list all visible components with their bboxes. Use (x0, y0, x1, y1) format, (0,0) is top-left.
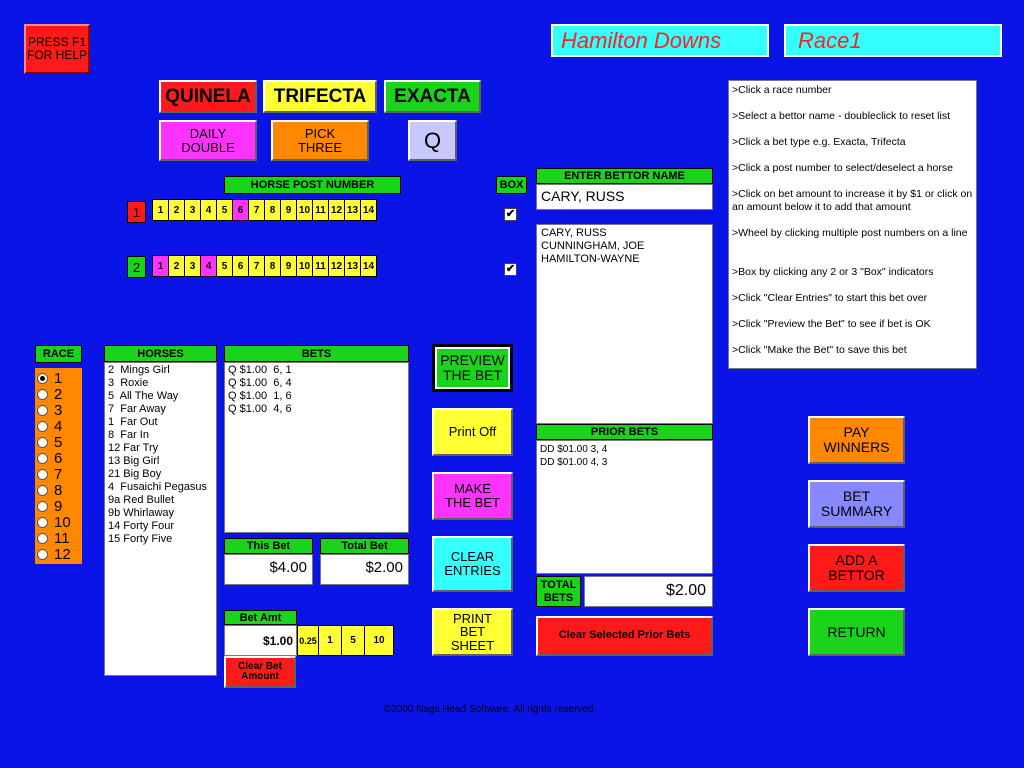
bettor-list-item[interactable]: HAMILTON-WAYNE (541, 253, 640, 265)
bet-amt-increments (297, 625, 393, 656)
bet-list-item[interactable]: Q $1.00 4, 6 (228, 403, 292, 415)
post-number-1[interactable]: 1 (152, 255, 169, 277)
post-number-14[interactable]: 14 (360, 199, 377, 221)
race-option-8[interactable] (35, 482, 82, 498)
post-number-2[interactable]: 2 (168, 255, 185, 277)
post-number-9[interactable]: 9 (280, 199, 297, 221)
post-number-8[interactable]: 8 (264, 199, 281, 221)
box-checkbox-1[interactable]: ✔ (505, 208, 516, 220)
box-checkbox-2[interactable]: ✔ (505, 263, 516, 275)
instruction-item: >Click "Clear Entries" to start this bet over (732, 292, 928, 304)
instruction-item: >Click "Make the Bet" to save this bet (732, 344, 907, 356)
instruction-item: >Click a race number (732, 84, 832, 96)
radio-icon[interactable] (37, 405, 48, 416)
bet-increment-10[interactable]: 10 (364, 625, 394, 656)
prior-bets-header: PRIOR BETS (536, 424, 713, 440)
post-number-11[interactable]: 11 (312, 199, 329, 221)
bettor-name-input[interactable]: CARY, RUSS (536, 184, 713, 210)
instruction-item: >Wheel by clicking multiple post numbers on a line (732, 227, 968, 239)
total-bets-value: $2.00 (584, 576, 713, 607)
horse-list-item[interactable]: 14 Forty Four (108, 520, 175, 532)
this-bet-value: $4.00 (224, 554, 313, 585)
radio-icon[interactable] (37, 453, 48, 464)
trifecta-button[interactable]: TRIFECTA (263, 80, 377, 113)
post-number-10[interactable]: 10 (296, 199, 313, 221)
race-option-6[interactable] (35, 450, 82, 466)
radio-icon[interactable] (37, 469, 48, 480)
bets-header: BETS (224, 345, 409, 362)
total-bets-label: TOTAL BETS (536, 576, 581, 607)
clear-entries-button[interactable]: CLEAR ENTRIES (432, 536, 513, 592)
q-button[interactable]: Q (408, 120, 457, 161)
bet-summary-button[interactable]: BET SUMMARY (808, 480, 905, 528)
race-option-label: 6 (54, 449, 63, 467)
race-option-label: 1 (54, 369, 63, 387)
race-option-label: 11 (54, 529, 70, 547)
horse-list-item[interactable]: 7 Far Away (108, 403, 166, 415)
post-number-4[interactable]: 4 (200, 199, 217, 221)
daily-double-button[interactable]: DAILY DOUBLE (159, 120, 257, 161)
radio-icon[interactable] (37, 517, 48, 528)
race-option-label: 5 (54, 433, 63, 451)
post-number-strip-1 (152, 199, 376, 221)
race-title: Race1 (784, 24, 1002, 57)
post-number-5[interactable]: 5 (216, 255, 233, 277)
post-number-8[interactable]: 8 (264, 255, 281, 277)
instruction-item: >Click a bet type e.g. Exacta, Trifecta (732, 136, 906, 148)
race-option-label: 8 (54, 481, 63, 499)
clear-prior-bets-button[interactable]: Clear Selected Prior Bets (536, 616, 713, 656)
post-number-9[interactable]: 9 (280, 255, 297, 277)
race-header: RACE (35, 345, 82, 363)
radio-icon[interactable] (37, 373, 48, 384)
race-option-3[interactable] (35, 402, 82, 418)
help-button[interactable]: PRESS F1 FOR HELP (24, 24, 90, 74)
footer-copyright: ©2000 Nags Head Software. All rights reserved. (383, 704, 597, 715)
preview-bet-button[interactable]: PREVIEW THE BET (432, 344, 513, 392)
radio-icon[interactable] (37, 437, 48, 448)
prior-bet-item[interactable]: DD $01.00 4, 3 (540, 457, 608, 468)
prior-bets-list[interactable] (536, 440, 713, 574)
horse-list-item[interactable]: 13 Big Girl (108, 455, 160, 467)
bettor-list[interactable] (536, 224, 713, 424)
bet-increment-5[interactable]: 5 (341, 625, 365, 656)
post-number-14[interactable]: 14 (360, 255, 377, 277)
horse-list-item[interactable]: 1 Far Out (108, 416, 158, 428)
bet-list-item[interactable]: Q $1.00 6, 4 (228, 377, 292, 389)
bet-increment-1[interactable]: 1 (318, 625, 342, 656)
bet-amt-value[interactable]: $1.00 (224, 625, 297, 656)
clear-bet-amount-button[interactable]: Clear Bet Amount (224, 656, 296, 688)
post-row-label-1: 1 (127, 201, 146, 223)
post-number-3[interactable]: 3 (184, 199, 201, 221)
post-number-12[interactable]: 12 (328, 255, 345, 277)
pay-winners-button[interactable]: PAY WINNERS (808, 416, 905, 464)
prior-bet-item[interactable]: DD $01.00 3, 4 (540, 444, 608, 455)
race-option-4[interactable] (35, 418, 82, 434)
radio-icon[interactable] (37, 421, 48, 432)
race-option-label: 9 (54, 497, 63, 515)
horse-list-item[interactable]: 12 Far Try (108, 442, 159, 454)
race-option-5[interactable] (35, 434, 82, 450)
horse-list-item[interactable]: 2 Mings Girl (108, 364, 170, 376)
bet-list-item[interactable]: Q $1.00 6, 1 (228, 364, 292, 376)
post-number-1[interactable]: 1 (152, 199, 169, 221)
horse-list-item[interactable]: 3 Roxie (108, 377, 149, 389)
total-bet-value: $2.00 (320, 554, 409, 585)
pick-three-button[interactable]: PICK THREE (271, 120, 369, 161)
instruction-item: >Click on bet amount to increase it by $1 or click on an amount below it to add that amount (732, 188, 973, 213)
track-name: Hamilton Downs (551, 24, 769, 57)
horse-list-item[interactable]: 21 Big Boy (108, 468, 162, 480)
race-radio-group (35, 368, 82, 564)
race-option-label: 4 (54, 417, 63, 435)
race-option-10[interactable] (35, 514, 82, 530)
horse-list-item[interactable]: 15 Forty Five (108, 533, 173, 545)
quinela-button[interactable]: QUINELA (159, 80, 257, 113)
race-option-12[interactable] (35, 546, 82, 562)
race-option-11[interactable] (35, 530, 82, 546)
radio-icon[interactable] (37, 389, 48, 400)
post-number-2[interactable]: 2 (168, 199, 185, 221)
post-number-13[interactable]: 13 (344, 255, 361, 277)
horse-list-item[interactable]: 9a Red Bullet (108, 494, 175, 506)
radio-icon[interactable] (37, 549, 48, 560)
return-button[interactable]: RETURN (808, 608, 905, 656)
bet-increment-0.25[interactable]: 0.25 (297, 625, 319, 656)
horse-list-item[interactable]: 8 Far In (108, 429, 149, 441)
race-option-7[interactable] (35, 466, 82, 482)
box-header: BOX (496, 176, 527, 194)
horse-list-item[interactable]: 9b Whirlaway (108, 507, 175, 519)
exacta-button[interactable]: EXACTA (384, 80, 481, 113)
instruction-item: >Box by clicking any 2 or 3 "Box" indicators (732, 266, 934, 278)
instructions-panel (728, 80, 977, 369)
post-number-6[interactable]: 6 (232, 199, 249, 221)
post-number-4[interactable]: 4 (200, 255, 217, 277)
radio-icon[interactable] (37, 533, 48, 544)
bettor-name-header: ENTER BETTOR NAME (536, 168, 713, 184)
radio-icon[interactable] (37, 485, 48, 496)
post-number-10[interactable]: 10 (296, 255, 313, 277)
post-number-6[interactable]: 6 (232, 255, 249, 277)
race-option-1[interactable] (35, 370, 82, 386)
this-bet-label: This Bet (224, 538, 313, 554)
post-row-label-2: 2 (127, 256, 146, 278)
post-number-7[interactable]: 7 (248, 199, 265, 221)
instruction-item: >Select a bettor name - doubleclick to reset list (732, 110, 950, 122)
post-number-3[interactable]: 3 (184, 255, 201, 277)
horses-list[interactable] (104, 362, 217, 676)
add-bettor-button[interactable]: ADD A BETTOR (808, 544, 905, 592)
bet-amt-label: Bet Amt (224, 610, 297, 625)
race-option-2[interactable] (35, 386, 82, 402)
post-number-5[interactable]: 5 (216, 199, 233, 221)
post-number-strip-2 (152, 255, 376, 277)
post-number-header: HORSE POST NUMBER (224, 176, 401, 194)
make-bet-button[interactable]: MAKE THE BET (432, 472, 513, 520)
print-bet-sheet-button[interactable]: PRINT BET SHEET (432, 608, 513, 656)
bet-list-item[interactable]: Q $1.00 1, 6 (228, 390, 292, 402)
race-option-label: 2 (54, 385, 63, 403)
instruction-item: >Click a post number to select/deselect a horse (732, 162, 953, 174)
post-number-12[interactable]: 12 (328, 199, 345, 221)
bettor-list-item[interactable]: CARY, RUSS (541, 227, 607, 239)
horses-header: HORSES (104, 345, 217, 362)
instruction-item: >Click "Preview the Bet" to see if bet is OK (732, 318, 931, 330)
race-option-label: 12 (54, 545, 71, 563)
horse-list-item[interactable]: 4 Fusaichi Pegasus (108, 481, 208, 493)
horse-list-item[interactable]: 5 All The Way (108, 390, 179, 402)
race-option-9[interactable] (35, 498, 82, 514)
total-bet-label: Total Bet (320, 538, 409, 554)
bettor-list-item[interactable]: CUNNINGHAM, JOE (541, 240, 645, 252)
race-option-label: 10 (54, 513, 71, 531)
race-option-label: 7 (54, 465, 63, 483)
post-number-11[interactable]: 11 (312, 255, 329, 277)
bets-list[interactable] (224, 362, 409, 533)
radio-icon[interactable] (37, 501, 48, 512)
race-option-label: 3 (54, 401, 63, 419)
post-number-13[interactable]: 13 (344, 199, 361, 221)
print-off-button[interactable]: Print Off (432, 408, 513, 456)
post-number-7[interactable]: 7 (248, 255, 265, 277)
